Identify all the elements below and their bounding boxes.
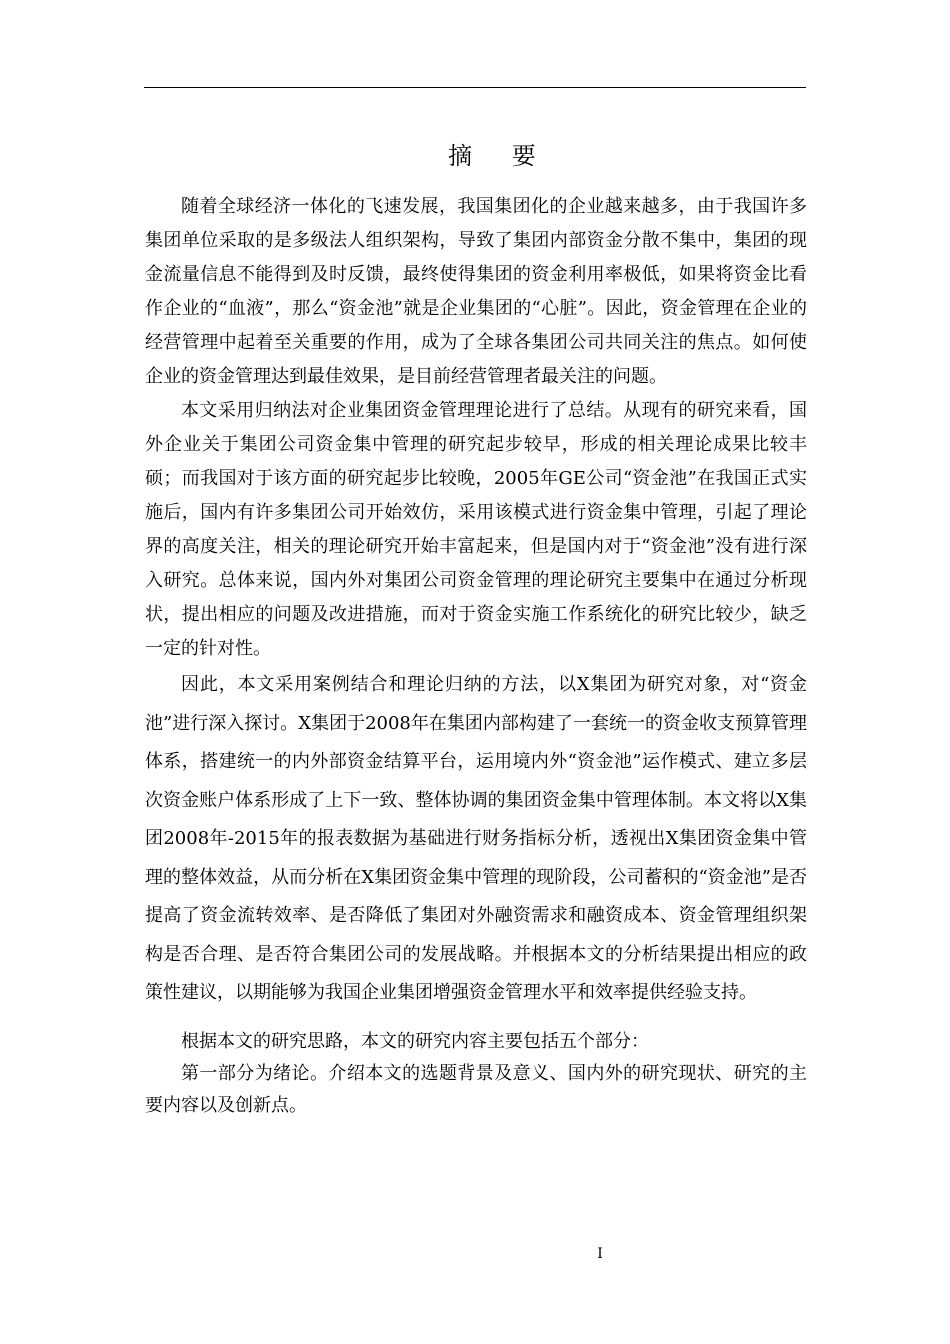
page-title: 摘 要 [448,142,552,171]
paragraph-1: 随着全球经济一体化的飞速发展，我国集团化的企业越来越多，由于我国许多集团单位采取的是多级法人组织架构，导致了集团内部资金分散不集中，集团的现金流量信息不能得到及时反馈，最终使得集团的资金利用率极低，如果将资金比看作企业的“血液”，那么“资金池”就是企业集团的“心脏”。因此，资金管理在企业的经营管理中起着至关重要的作用，成为了全球各集团公司共同关注的焦点。如何使企业的资金管理达到最佳效果，是目前经营管理者最关注的问题。 [145,196,807,387]
header-rule [144,87,806,88]
page-number: I [597,1246,603,1262]
abstract-body [145,190,807,1122]
paragraph-3: 因此，本文采用案例结合和理论归纳的方法，以X集团为研究对象，对“资金池”进行深入探讨。X集团于2008年在集团内部构建了一套统一的资金收支预算管理体系，搭建统一的内外部资金结算平台，运用境内外“资金池”运作模式、建立多层次资金账户体系形成了上下一致、整体协调的集团资金集中管理体制。本文将以X集团2008年-2015年的报表数据为基础进行财务指标分析，透视出X集团资金集中管理的整体效益，从而分析在X集团资金集中管理的现阶段，公司蓄积的“资金池”是否提高了资金流转效率、是否降低了集团对外融资需求和融资成本、资金管理组织架构是否合理、是否符合集团公司的发展战略。并根据本文的分析结果提出相应的政策性建议，以期能够为我国企业集团增强资金管理水平和效率提供经验支持。 [145,674,807,1003]
paragraph-2: 本文采用归纳法对企业集团资金管理理论进行了总结。从现有的研究来看，国外企业关于集团公司资金集中管理的研究起步较早，形成的相关理论成果比较丰硕；而我国对于该方面的研究起步比较晚，2005年GE公司“资金池”在我国正式实施后，国内有许多集团公司开始效仿，采用该模式进行资金集中管理，引起了理论界的高度关注，相关的理论研究开始丰富起来，但是国内对于“资金池”没有进行深入研究。总体来说，国内外对集团公司资金管理的理论研究主要集中在通过分析现状，提出相应的问题及改进措施，而对于资金实施工作系统化的研究比较少，缺乏一定的针对性。 [145,400,807,659]
paragraph-4: 根据本文的研究思路，本文的研究内容主要包括五个部分： [181,1030,649,1052]
paragraph-5: 第一部分为绪论。介绍本文的选题背景及意义、国内外的研究现状、研究的主要内容以及创新点。 [145,1062,807,1116]
